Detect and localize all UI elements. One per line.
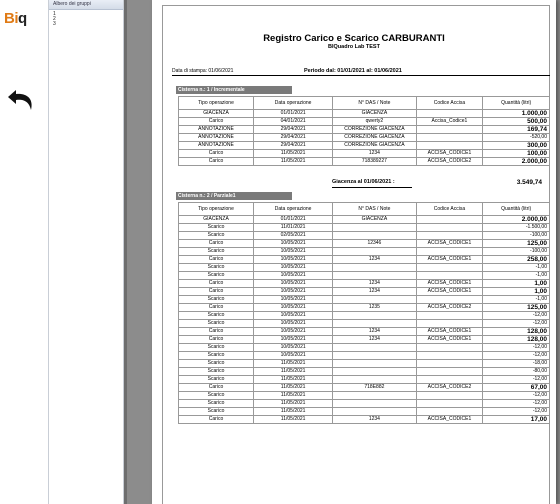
accisa-code-cell bbox=[416, 232, 483, 240]
op-date-cell: 10/05/2021 bbox=[254, 280, 333, 288]
das-note-cell bbox=[333, 400, 416, 408]
table-row bbox=[179, 248, 550, 256]
table-row bbox=[179, 272, 550, 280]
table-row bbox=[179, 360, 550, 368]
op-date-cell: 04/01/2021 bbox=[254, 118, 333, 126]
quantity-cell: -1,00 bbox=[483, 296, 550, 304]
das-note-cell bbox=[333, 264, 416, 272]
accisa-code-cell bbox=[416, 376, 483, 384]
das-note-cell: CORREZIONE GIACENZA bbox=[333, 134, 416, 142]
accisa-code-cell: ACCISA_CODICE1 bbox=[416, 416, 483, 424]
column-header: Codice Accisa bbox=[416, 97, 483, 110]
table-row bbox=[179, 368, 550, 376]
accisa-code-cell: ACCISA_CODICE2 bbox=[416, 304, 483, 312]
quantity-cell: 128,00 bbox=[483, 336, 550, 344]
op-type-cell: Carico bbox=[179, 118, 254, 126]
op-date-cell: 29/04/2021 bbox=[254, 134, 333, 142]
quantity-cell: 500,00 bbox=[483, 118, 550, 126]
op-date-cell: 01/01/2021 bbox=[254, 110, 333, 118]
accisa-code-cell: ACCISA_CODICE1 bbox=[416, 328, 483, 336]
das-note-cell bbox=[333, 408, 416, 416]
op-type-cell: ANNOTAZIONE bbox=[179, 142, 254, 150]
op-date-cell: 29/04/2021 bbox=[254, 142, 333, 150]
op-type-cell: ANNOTAZIONE bbox=[179, 134, 254, 142]
op-type-cell: Scarico bbox=[179, 296, 254, 304]
op-type-cell: Carico bbox=[179, 304, 254, 312]
das-note-cell: 1234 bbox=[333, 328, 416, 336]
table-row bbox=[179, 264, 550, 272]
op-type-cell: Carico bbox=[179, 256, 254, 264]
table-row bbox=[179, 312, 550, 320]
das-note-cell bbox=[333, 392, 416, 400]
quantity-cell: 2.000,00 bbox=[483, 216, 550, 224]
table-header-row bbox=[179, 203, 550, 216]
app-logo: Biq bbox=[4, 10, 27, 27]
das-note-cell: 1234 bbox=[333, 336, 416, 344]
accisa-code-cell bbox=[416, 312, 483, 320]
op-date-cell: 11/05/2021 bbox=[254, 384, 333, 392]
table-row bbox=[179, 224, 550, 232]
quantity-cell: -1,00 bbox=[483, 272, 550, 280]
table-row bbox=[179, 142, 550, 150]
das-note-cell bbox=[333, 368, 416, 376]
op-date-cell: 10/05/2021 bbox=[254, 256, 333, 264]
op-type-cell: Scarico bbox=[179, 376, 254, 384]
accisa-code-cell bbox=[416, 360, 483, 368]
accisa-code-cell bbox=[416, 142, 483, 150]
das-note-cell: 1234 bbox=[333, 416, 416, 424]
op-type-cell: Scarico bbox=[179, 352, 254, 360]
das-note-cell bbox=[333, 312, 416, 320]
accisa-code-cell: ACCISA_CODICE2 bbox=[416, 384, 483, 392]
op-date-cell: 01/01/2021 bbox=[254, 216, 333, 224]
op-date-cell: 11/05/2021 bbox=[254, 376, 333, 384]
accisa-code-cell bbox=[416, 272, 483, 280]
cisterna-2-table bbox=[178, 202, 550, 424]
table-header-row bbox=[179, 97, 550, 110]
op-date-cell: 10/05/2021 bbox=[254, 320, 333, 328]
quantity-cell: 125,00 bbox=[483, 304, 550, 312]
viewer-splitter[interactable] bbox=[124, 0, 127, 504]
op-type-cell: Carico bbox=[179, 280, 254, 288]
table-row bbox=[179, 126, 550, 134]
accisa-code-cell bbox=[416, 264, 483, 272]
op-date-cell: 11/05/2021 bbox=[254, 158, 333, 166]
quantity-cell: -1,00 bbox=[483, 264, 550, 272]
table-row bbox=[179, 408, 550, 416]
accisa-code-cell: ACCISA_CODICE2 bbox=[416, 158, 483, 166]
accisa-code-cell bbox=[416, 344, 483, 352]
table-row bbox=[179, 216, 550, 224]
op-type-cell: Scarico bbox=[179, 368, 254, 376]
das-note-cell bbox=[333, 272, 416, 280]
op-date-cell: 11/05/2021 bbox=[254, 360, 333, 368]
quantity-cell: 67,00 bbox=[483, 384, 550, 392]
op-date-cell: 10/05/2021 bbox=[254, 336, 333, 344]
accisa-code-cell bbox=[416, 296, 483, 304]
das-note-cell bbox=[333, 352, 416, 360]
section-title-cisterna-2: Cisterna n.: 2 / Parziale1 bbox=[176, 192, 292, 200]
tree-item[interactable]: 2 bbox=[53, 16, 56, 22]
das-note-cell: GIACENZA bbox=[333, 110, 416, 118]
quantity-cell: -1.500,00 bbox=[483, 224, 550, 232]
table-row bbox=[179, 110, 550, 118]
op-date-cell: 11/05/2021 bbox=[254, 416, 333, 424]
table-row bbox=[179, 296, 550, 304]
op-type-cell: Carico bbox=[179, 288, 254, 296]
op-date-cell: 10/05/2021 bbox=[254, 240, 333, 248]
table-row bbox=[179, 150, 550, 158]
group-tree-panel bbox=[48, 0, 124, 504]
quantity-cell: -12,00 bbox=[483, 352, 550, 360]
accisa-code-cell: ACCISA_CODICE1 bbox=[416, 256, 483, 264]
op-type-cell: Scarico bbox=[179, 264, 254, 272]
das-note-cell: CORREZIONE GIACENZA bbox=[333, 142, 416, 150]
accisa-code-cell bbox=[416, 248, 483, 256]
op-type-cell: Scarico bbox=[179, 344, 254, 352]
table-row bbox=[179, 328, 550, 336]
op-type-cell: Scarico bbox=[179, 272, 254, 280]
accisa-code-cell: ACCISA_CODICE1 bbox=[416, 280, 483, 288]
op-type-cell: Scarico bbox=[179, 400, 254, 408]
op-date-cell: 10/05/2021 bbox=[254, 328, 333, 336]
report-subtitle: BIQuadro Lab TEST bbox=[328, 44, 380, 50]
table-row bbox=[179, 118, 550, 126]
op-type-cell: Scarico bbox=[179, 408, 254, 416]
tree-item[interactable]: 3 bbox=[53, 21, 56, 27]
table-row bbox=[179, 288, 550, 296]
quantity-cell: -12,00 bbox=[483, 408, 550, 416]
table-row bbox=[179, 336, 550, 344]
column-header: N° DAS / Note bbox=[333, 203, 416, 216]
das-note-cell bbox=[333, 360, 416, 368]
quantity-cell: 1,00 bbox=[483, 288, 550, 296]
table-row bbox=[179, 384, 550, 392]
op-date-cell: 10/05/2021 bbox=[254, 304, 333, 312]
quantity-cell: -12,00 bbox=[483, 344, 550, 352]
op-date-cell: 02/05/2021 bbox=[254, 232, 333, 240]
das-note-cell bbox=[333, 344, 416, 352]
column-header: Data operazione bbox=[254, 97, 333, 110]
accisa-code-cell: ACCISA_CODICE1 bbox=[416, 336, 483, 344]
op-date-cell: 11/05/2021 bbox=[254, 150, 333, 158]
das-note-cell bbox=[333, 296, 416, 304]
table-row bbox=[179, 344, 550, 352]
op-date-cell: 11/05/2021 bbox=[254, 408, 333, 416]
accisa-code-cell bbox=[416, 224, 483, 232]
report-page bbox=[152, 0, 556, 504]
op-type-cell: ANNOTAZIONE bbox=[179, 126, 254, 134]
op-date-cell: 11/01/2021 bbox=[254, 224, 333, 232]
quantity-cell: 125,00 bbox=[483, 240, 550, 248]
section-title-cisterna-1: Cisterna n.: 1 / Incrementale bbox=[176, 86, 292, 94]
group-tree-list bbox=[49, 10, 123, 27]
table-row bbox=[179, 232, 550, 240]
op-type-cell: Carico bbox=[179, 240, 254, 248]
op-date-cell: 10/05/2021 bbox=[254, 312, 333, 320]
table-row bbox=[179, 392, 550, 400]
op-type-cell: GIACENZA bbox=[179, 110, 254, 118]
quantity-cell: 300,00 bbox=[483, 142, 550, 150]
op-date-cell: 10/05/2021 bbox=[254, 344, 333, 352]
op-type-cell: Scarico bbox=[179, 360, 254, 368]
quantity-cell: -12,00 bbox=[483, 392, 550, 400]
op-date-cell: 10/05/2021 bbox=[254, 352, 333, 360]
table-row bbox=[179, 256, 550, 264]
column-header: Codice Accisa bbox=[416, 203, 483, 216]
table-row bbox=[179, 376, 550, 384]
accisa-code-cell: ACCISA_CODICE1 bbox=[416, 288, 483, 296]
accisa-code-cell bbox=[416, 392, 483, 400]
das-note-cell bbox=[333, 376, 416, 384]
table-row bbox=[179, 134, 550, 142]
op-type-cell: Scarico bbox=[179, 320, 254, 328]
quantity-cell: 169,74 bbox=[483, 126, 550, 134]
table-row bbox=[179, 352, 550, 360]
column-header: Tipo operazione bbox=[179, 97, 254, 110]
op-type-cell: Carico bbox=[179, 416, 254, 424]
op-date-cell: 29/04/2021 bbox=[254, 126, 333, 134]
op-type-cell: Scarico bbox=[179, 392, 254, 400]
quantity-cell: 17,00 bbox=[483, 416, 550, 424]
table-row bbox=[179, 240, 550, 248]
table-row bbox=[179, 400, 550, 408]
das-note-cell bbox=[333, 224, 416, 232]
das-note-cell: CORREZIONE GIACENZA bbox=[333, 126, 416, 134]
giacenza-label: Giacenza al 01/06/2021 : bbox=[332, 179, 395, 185]
tree-item[interactable]: 1 bbox=[53, 11, 56, 17]
giacenza-value: 3.549,74 bbox=[516, 179, 542, 186]
accisa-code-cell bbox=[416, 408, 483, 416]
op-date-cell: 10/05/2021 bbox=[254, 264, 333, 272]
op-type-cell: Scarico bbox=[179, 224, 254, 232]
op-date-cell: 10/05/2021 bbox=[254, 288, 333, 296]
op-type-cell: Carico bbox=[179, 158, 254, 166]
op-date-cell: 11/05/2021 bbox=[254, 368, 333, 376]
op-date-cell: 10/05/2021 bbox=[254, 272, 333, 280]
op-date-cell: 11/05/2021 bbox=[254, 400, 333, 408]
das-note-cell bbox=[333, 248, 416, 256]
op-type-cell: Carico bbox=[179, 328, 254, 336]
das-note-cell bbox=[333, 320, 416, 328]
das-note-cell bbox=[333, 232, 416, 240]
das-note-cell: 12346 bbox=[333, 240, 416, 248]
op-type-cell: Scarico bbox=[179, 248, 254, 256]
das-note-cell: 1234 bbox=[333, 288, 416, 296]
undo-arrow-icon[interactable] bbox=[6, 84, 38, 116]
das-note-cell: GIACENZA bbox=[333, 216, 416, 224]
quantity-cell: 1,00 bbox=[483, 280, 550, 288]
print-date: Data di stampa: 01/06/2021 bbox=[172, 68, 234, 74]
accisa-code-cell bbox=[416, 126, 483, 134]
report-title: Registro Carico e Scarico CARBURANTI bbox=[263, 33, 445, 44]
accisa-code-cell bbox=[416, 400, 483, 408]
accisa-code-cell bbox=[416, 216, 483, 224]
report-period: Periodo dal: 01/01/2021 al: 01/06/2021 bbox=[304, 68, 402, 74]
accisa-code-cell bbox=[416, 134, 483, 142]
giacenza-underline bbox=[332, 187, 412, 188]
op-date-cell: 10/05/2021 bbox=[254, 248, 333, 256]
quantity-cell: -12,00 bbox=[483, 312, 550, 320]
header-divider bbox=[172, 75, 550, 76]
quantity-cell: -100,00 bbox=[483, 248, 550, 256]
accisa-code-cell: Accisa_Codice1 bbox=[416, 118, 483, 126]
op-type-cell: Carico bbox=[179, 336, 254, 344]
quantity-cell: -100,00 bbox=[483, 232, 550, 240]
op-type-cell: Scarico bbox=[179, 232, 254, 240]
quantity-cell: 258,00 bbox=[483, 256, 550, 264]
quantity-cell: 100,00 bbox=[483, 150, 550, 158]
quantity-cell: 2.000,00 bbox=[483, 158, 550, 166]
column-header: Data operazione bbox=[254, 203, 333, 216]
quantity-cell: -12,00 bbox=[483, 400, 550, 408]
das-note-cell: 1234 bbox=[333, 256, 416, 264]
quantity-cell: -520,00 bbox=[483, 134, 550, 142]
das-note-cell: 718389227 bbox=[333, 158, 416, 166]
column-header: N° DAS / Note bbox=[333, 97, 416, 110]
quantity-cell: -80,00 bbox=[483, 368, 550, 376]
table-row bbox=[179, 320, 550, 328]
accisa-code-cell: ACCISA_CODICE1 bbox=[416, 150, 483, 158]
op-date-cell: 10/05/2021 bbox=[254, 296, 333, 304]
quantity-cell: -12,00 bbox=[483, 376, 550, 384]
das-note-cell: 1234 bbox=[333, 150, 416, 158]
table-row bbox=[179, 158, 550, 166]
op-type-cell: Carico bbox=[179, 150, 254, 158]
op-date-cell: 11/05/2021 bbox=[254, 392, 333, 400]
op-type-cell: GIACENZA bbox=[179, 216, 254, 224]
quantity-cell: -18,00 bbox=[483, 360, 550, 368]
das-note-cell: 1235 bbox=[333, 304, 416, 312]
quantity-cell: -12,00 bbox=[483, 320, 550, 328]
quantity-cell: 1.000,00 bbox=[483, 110, 550, 118]
column-header: Tipo operazione bbox=[179, 203, 254, 216]
accisa-code-cell bbox=[416, 368, 483, 376]
table-row bbox=[179, 280, 550, 288]
app-rail bbox=[0, 0, 48, 504]
accisa-code-cell bbox=[416, 110, 483, 118]
das-note-cell: 718E882 bbox=[333, 384, 416, 392]
accisa-code-cell bbox=[416, 352, 483, 360]
table-row bbox=[179, 416, 550, 424]
das-note-cell: qwerty2 bbox=[333, 118, 416, 126]
column-header: Quantità (litri) bbox=[483, 97, 550, 110]
cisterna-1-table bbox=[178, 96, 550, 166]
op-type-cell: Carico bbox=[179, 384, 254, 392]
quantity-cell: 128,00 bbox=[483, 328, 550, 336]
das-note-cell: 1234 bbox=[333, 280, 416, 288]
accisa-code-cell: ACCISA_CODICE1 bbox=[416, 240, 483, 248]
column-header: Quantità (litri) bbox=[483, 203, 550, 216]
op-type-cell: Scarico bbox=[179, 312, 254, 320]
accisa-code-cell bbox=[416, 320, 483, 328]
group-tree-header: Albero dei gruppi bbox=[49, 0, 123, 10]
table-row bbox=[179, 304, 550, 312]
